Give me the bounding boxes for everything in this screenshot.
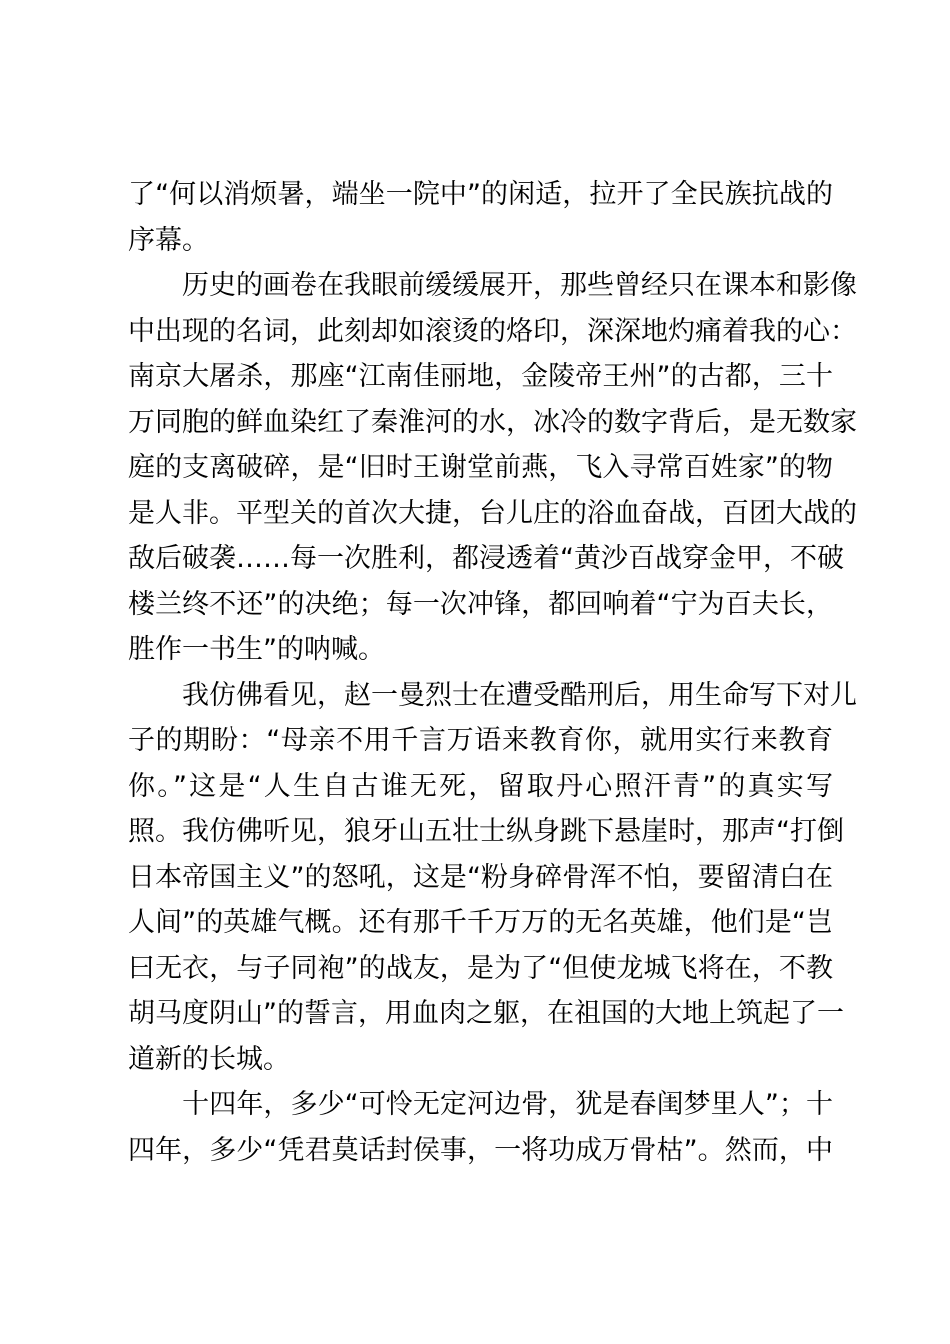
text-line: 照。我仿佛听见，狼牙山五壮士纵身跳下悬崖时，那声“打倒 xyxy=(128,816,844,847)
text-line: 庭的支离破碎，是“旧时王谢堂前燕，飞入寻常百姓家”的物 xyxy=(128,452,833,483)
text-line: 我仿佛看见，赵一曼烈士在遭受酷刑后，用生命写下对儿 xyxy=(128,679,857,711)
text-line: 序幕。 xyxy=(128,224,209,256)
text-line: 十四年，多少“可怜无定河边骨，犹是春闺梦里人”；十 xyxy=(128,1089,833,1120)
paragraph xyxy=(128,673,857,1083)
paragraph xyxy=(128,1082,833,1173)
text-line: 中出现的名词，此刻却如滚烫的烙印，深深地灼痛着我的心： xyxy=(128,315,857,347)
text-line: 历史的画卷在我眼前缓缓展开，那些曾经只在课本和影像 xyxy=(128,270,857,301)
text-line: 你。”这是“人生自古谁无死，留取丹心照汗青”的真实写 xyxy=(128,770,833,802)
text-line: 南京大屠杀，那座“江南佳丽地，金陵帝王州”的古都，三十 xyxy=(128,361,833,392)
text-line: 四年，多少“凭君莫话封侯事，一将功成万骨枯”。然而，中 xyxy=(128,1134,833,1166)
text-line: 胜作一书生”的呐喊。 xyxy=(128,634,385,665)
paragraph xyxy=(128,172,833,263)
text-line: 万同胞的鲜血染红了秦淮河的水，冰冷的数字背后，是无数家 xyxy=(128,406,857,438)
text-line: 道新的长城。 xyxy=(128,1043,290,1075)
text-line: 楼兰终不还”的决绝；每一次冲锋，都回响着“宁为百夫长， xyxy=(128,588,833,620)
paragraph xyxy=(128,263,857,673)
text-line: 是人非。平型关的首次大捷，台儿庄的浴血奋战，百团大战的 xyxy=(128,497,857,529)
text-line: 日本帝国主义”的怒吼，这是“粉身碎骨浑不怕，要留清白在 xyxy=(128,861,833,893)
text-line: 子的期盼：“母亲不用千言万语来教育你，就用实行来教育 xyxy=(128,725,833,756)
document-body xyxy=(128,172,857,1173)
text-line: 曰无衣，与子同袍”的战友，是为了“但使龙城飞将在，不教 xyxy=(128,952,833,984)
text-line: 胡马度阴山”的誓言，用血肉之躯，在祖国的大地上筑起了一 xyxy=(128,998,844,1029)
text-line: 了“何以消烦暑，端坐一院中”的闲适，拉开了全民族抗战的 xyxy=(128,179,833,210)
text-line: 敌后破袭……每一次胜利，都浸透着“黄沙百战穿金甲，不破 xyxy=(128,543,844,574)
text-line: 人间”的英雄气概。还有那千千万万的无名英雄，他们是“岂 xyxy=(128,907,833,938)
